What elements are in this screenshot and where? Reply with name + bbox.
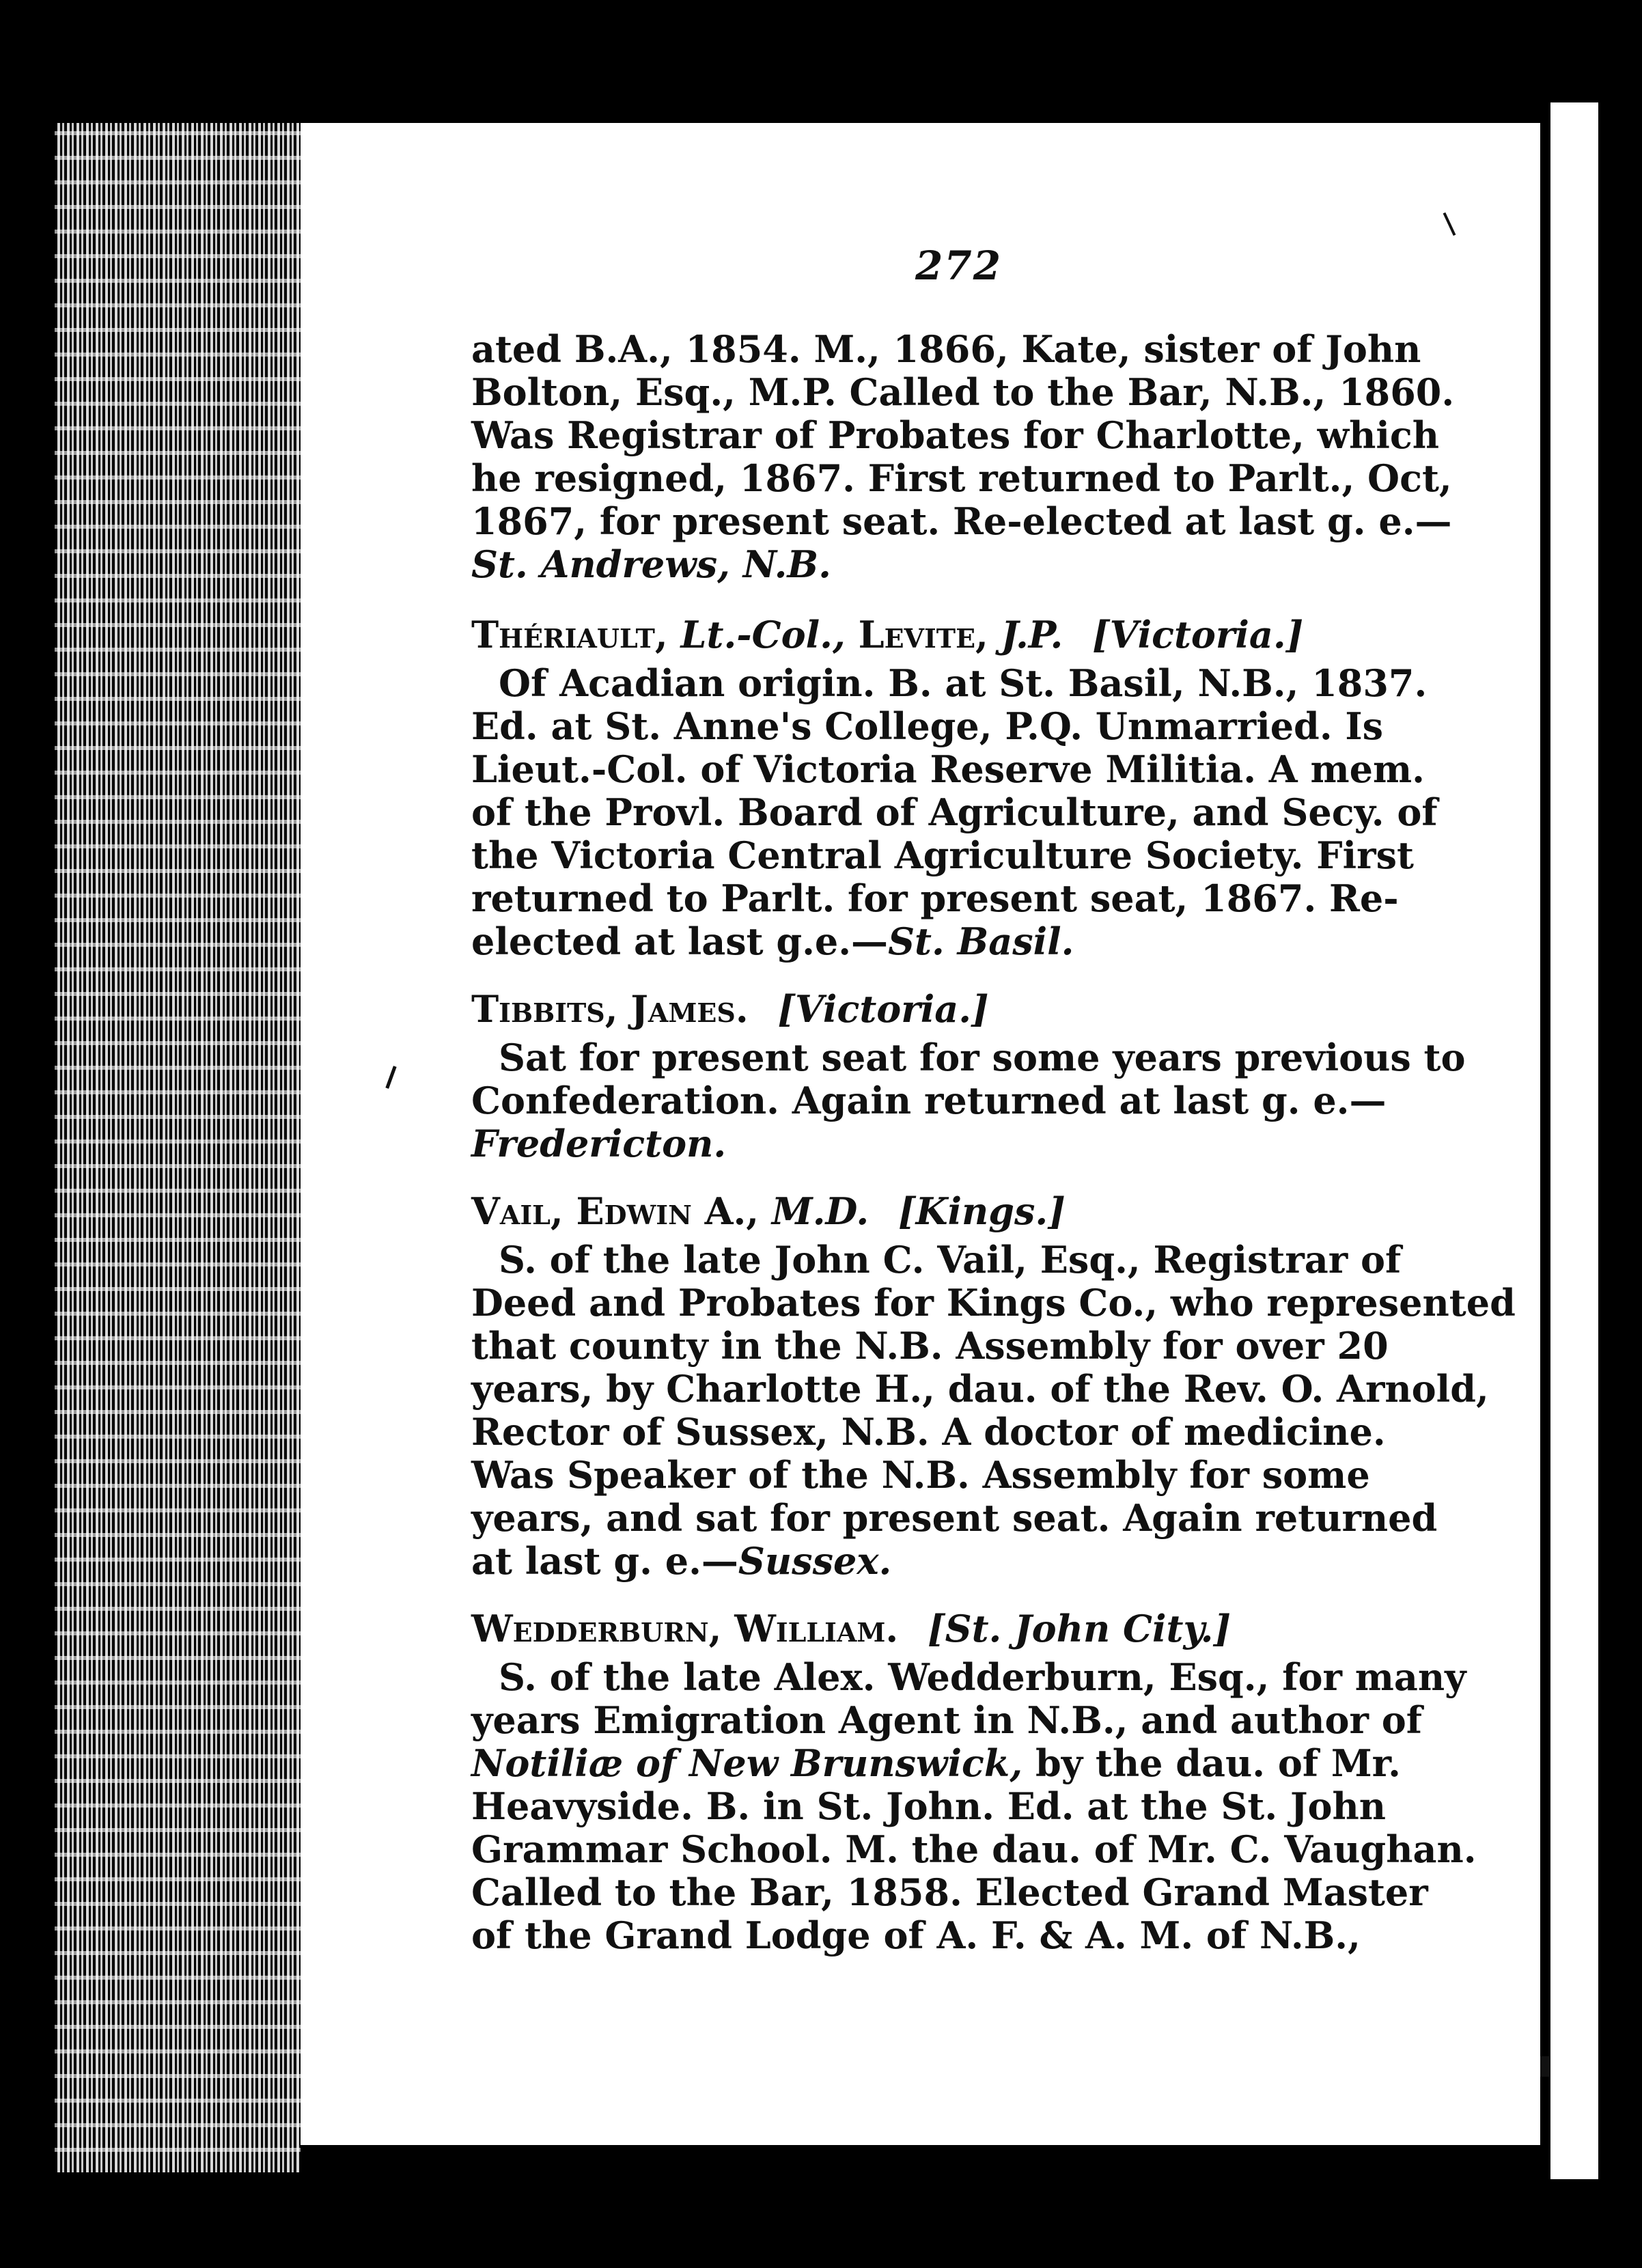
rank: Lt.-Col.,	[680, 613, 846, 656]
text-line: Rector of Sussex, N.B. A doctor of medicine.	[471, 1410, 1386, 1454]
residence: Sussex.	[738, 1539, 892, 1583]
entry-heading	[471, 613, 1455, 656]
entry-vail	[471, 1189, 1516, 1583]
text-line: Sat for present seat for some years previous to	[499, 1036, 1466, 1079]
entry-tibbits	[471, 987, 1466, 1165]
page-right-margin	[1550, 102, 1598, 2179]
text-line: ated B.A., 1854. M., 1866, Kate, sister of John	[471, 327, 1421, 371]
given-name: Levite,	[858, 613, 988, 656]
continuation-entry	[471, 328, 1455, 586]
constituency: [Victoria.]	[1092, 613, 1304, 656]
surname: Tibbits,	[471, 987, 618, 1031]
text-line-with-place	[471, 1540, 1455, 1583]
entry-heading	[471, 1190, 1455, 1233]
text-line: of the Grand Lodge of A. F. & A. M. of N.B.,	[471, 1913, 1361, 1957]
honorific: M.D.	[771, 1189, 869, 1233]
text-line: Called to the Bar, 1858. Elected Grand Master	[471, 1870, 1428, 1914]
text-line: Was Registrar of Probates for Charlotte, which	[471, 413, 1439, 457]
given-name: Edwin A.,	[576, 1189, 760, 1233]
page-right-edge-shadow	[1540, 102, 1551, 2179]
text-line: by the dau. of Mr.	[1035, 1741, 1401, 1785]
text-line: that county in the N.B. Assembly for over 20	[471, 1324, 1389, 1368]
text-line: 1867, for present seat. Re-elected at last g. e.—	[471, 499, 1452, 543]
residence: St. Andrews, N.B.	[471, 542, 831, 586]
text-line: Ed. at St. Anne's College, P.Q. Unmarried. Is	[471, 704, 1384, 748]
text-line: returned to Parlt. for present seat, 1867. Re-	[471, 876, 1399, 920]
text-line: Of Acadian origin. B. at St. Basil, N.B., 1837.	[499, 661, 1428, 705]
text-line: Was Speaker of the N.B. Assembly for some	[471, 1453, 1370, 1497]
text-line: Heavyside. B. in St. John. Ed. at the St. John	[471, 1784, 1387, 1828]
given-name: William.	[734, 1607, 899, 1650]
residence: St. Basil.	[888, 919, 1074, 963]
spine-shading	[55, 123, 301, 2172]
text-line: S. of the late John C. Vail, Esq., Registrar of	[499, 1238, 1402, 1282]
residence: Fredericton.	[471, 1122, 727, 1165]
entry-wedderburn	[471, 1607, 1477, 1957]
text-line: years, and sat for present seat. Again returned	[471, 1496, 1438, 1540]
text-line-with-place	[471, 920, 1455, 963]
constituency: [Kings.]	[898, 1189, 1066, 1233]
constituency: [Victoria.]	[777, 987, 989, 1031]
entry-heading	[471, 988, 1455, 1031]
text-line: Bolton, Esq., M.P. Called to the Bar, N.B., 1860.	[471, 370, 1455, 414]
surname: Vail,	[471, 1189, 563, 1233]
entry-theriault	[471, 613, 1455, 963]
surname: Wedderburn,	[471, 1607, 722, 1650]
text-line-with-title	[471, 1742, 1455, 1785]
text-line: Deed and Probates for Kings Co., who represented	[471, 1281, 1516, 1325]
page-text	[471, 327, 1516, 1957]
scan-speck	[1540, 2056, 1550, 2077]
book-title: Notiliæ of New Brunswick,	[471, 1741, 1023, 1785]
text-line: elected at last g.e.—	[471, 919, 889, 963]
entry-heading	[471, 1607, 1455, 1650]
text-line: at last g. e.—	[471, 1539, 738, 1583]
text-line: years Emigration Agent in N.B., and author of	[471, 1698, 1423, 1742]
text-line: Confederation. Again returned at last g. e.—	[471, 1079, 1387, 1122]
text-line: Grammar School. M. the dau. of Mr. C. Vaughan.	[471, 1827, 1477, 1871]
text-line: Lieut.-Col. of Victoria Reserve Militia. A mem.	[471, 747, 1425, 791]
text-line: he resigned, 1867. First returned to Parlt., Oct,	[471, 456, 1452, 500]
text-line: S. of the late Alex. Wedderburn, Esq., for many	[499, 1655, 1466, 1699]
honorific: J.P.	[1001, 613, 1063, 656]
constituency: [St. John City.]	[928, 1607, 1231, 1650]
surname: Thériault,	[471, 613, 668, 656]
text-line: years, by Charlotte H., dau. of the Rev. O. Arnold,	[471, 1367, 1489, 1411]
text-line: of the Provl. Board of Agriculture, and Secy. of	[471, 790, 1438, 834]
page-number: 272	[915, 243, 1003, 289]
given-name: James.	[630, 987, 749, 1031]
text-line: the Victoria Central Agriculture Society. First	[471, 833, 1414, 877]
